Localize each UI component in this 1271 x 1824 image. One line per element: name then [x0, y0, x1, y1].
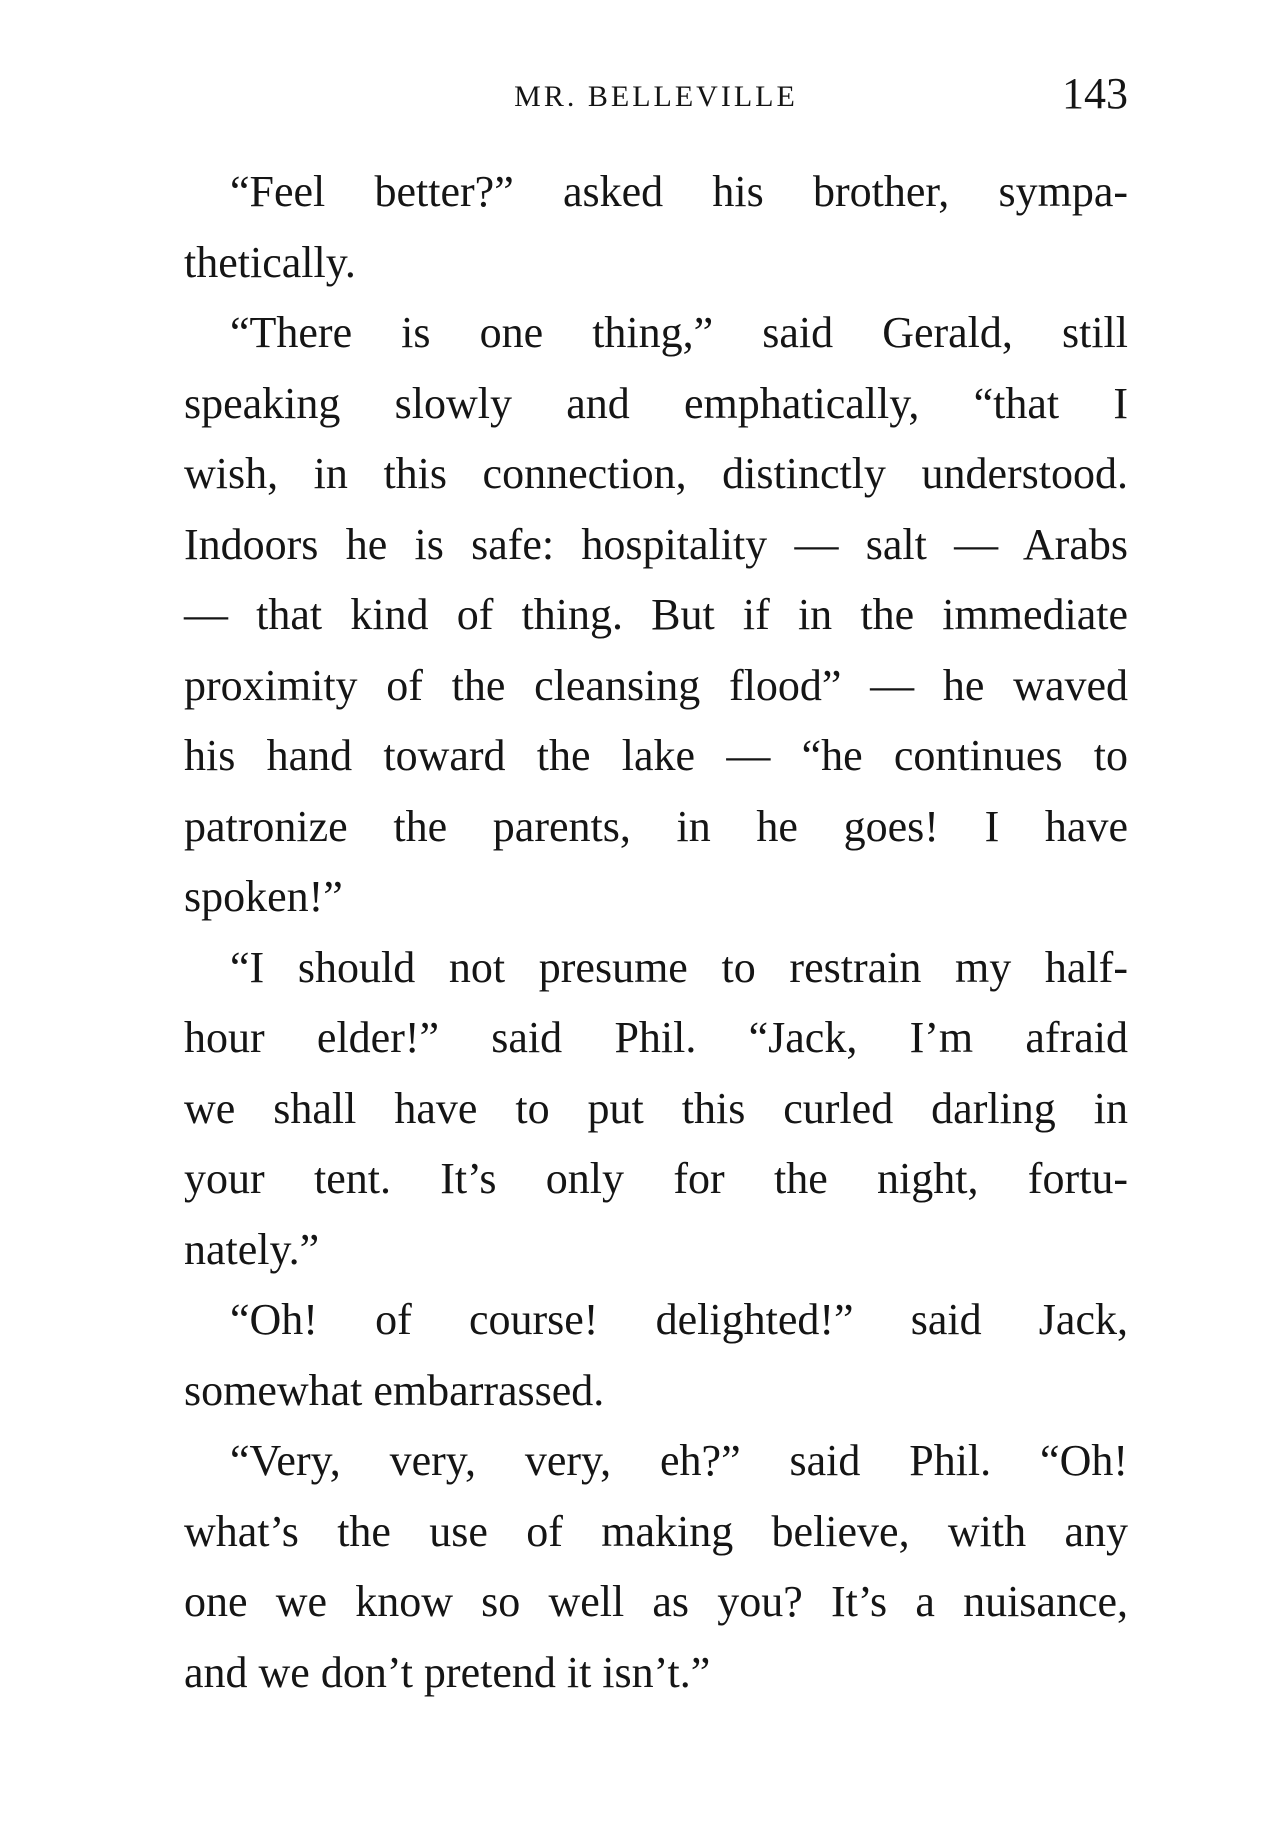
text-line: patronize the parents, in he goes! I have	[184, 801, 1128, 851]
paragraph	[184, 1426, 1128, 1708]
paragraph	[184, 1285, 1128, 1426]
text-line: we shall have to put this curled darling in	[184, 1083, 1128, 1133]
text-line: “There is one thing,” said Gerald, still	[230, 308, 1128, 357]
text-line: wish, in this connection, distinctly understood.	[184, 449, 1128, 498]
body-text	[184, 157, 1128, 1708]
paragraph	[184, 933, 1128, 1286]
text-line: nately.”	[184, 1224, 320, 1274]
text-line: thetically.	[184, 237, 356, 287]
text-line: your tent. It’s only for the night, fortu-	[184, 1154, 1128, 1203]
text-line: proximity of the cleansing flood” — he waved	[184, 660, 1128, 710]
running-head-title: MR. BELLEVILLE	[514, 80, 798, 113]
running-head	[184, 69, 1128, 122]
text-line: speaking slowly and emphatically, “that I	[184, 378, 1128, 428]
text-line: “Oh! of course! delighted!” said Jack,	[230, 1295, 1128, 1344]
paragraph	[184, 298, 1128, 933]
page-number: 143	[1062, 69, 1128, 118]
text-line: somewhat embarrassed.	[184, 1365, 605, 1415]
text-line: “Very, very, very, eh?” said Phil. “Oh!	[230, 1436, 1128, 1485]
text-line: “I should not presume to restrain my half-	[230, 942, 1128, 992]
text-line: “Feel better?” asked his brother, sympa-	[230, 167, 1128, 216]
text-line: — that kind of thing. But if in the immediate	[184, 590, 1128, 639]
text-line: and we don’t pretend it isn’t.”	[184, 1647, 711, 1697]
text-line: what’s the use of making believe, with any	[184, 1506, 1128, 1556]
text-line: Indoors he is safe: hospitality — salt — Arabs	[184, 519, 1128, 569]
text-line: his hand toward the lake — “he continues to	[184, 731, 1128, 780]
paragraph	[184, 157, 1128, 298]
text-line: one we know so well as you? It’s a nuisance,	[184, 1577, 1128, 1626]
text-line: spoken!”	[184, 872, 343, 921]
text-line: hour elder!” said Phil. “Jack, I’m afraid	[184, 1013, 1128, 1062]
